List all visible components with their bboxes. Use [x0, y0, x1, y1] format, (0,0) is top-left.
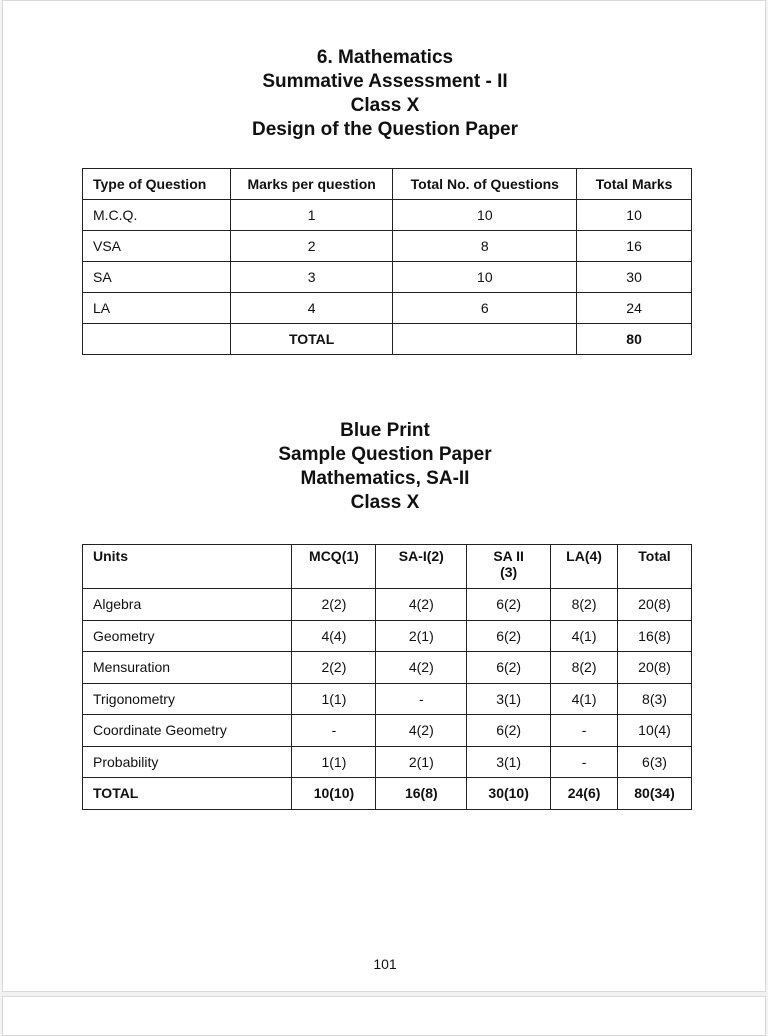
table-total-row	[83, 778, 692, 810]
table-cell: 2(1)	[376, 746, 467, 778]
table-cell: 10(10)	[292, 778, 376, 810]
table-cell: TOTAL	[83, 778, 292, 810]
table-cell: 3(1)	[467, 746, 551, 778]
assessment-heading: Summative Assessment - II	[262, 71, 508, 92]
table-cell: 16(8)	[618, 620, 692, 652]
table-cell: 4(2)	[376, 652, 467, 684]
table-row	[83, 620, 692, 652]
table-cell: VSA	[83, 231, 231, 262]
paper-design-title	[3, 46, 767, 142]
column-header	[467, 545, 551, 589]
table-cell: Probability	[83, 746, 292, 778]
table-row	[83, 200, 692, 231]
sample-paper-heading: Sample Question Paper	[278, 444, 492, 465]
design-heading: Design of the Question Paper	[251, 119, 519, 140]
table-cell: 2(2)	[292, 589, 376, 621]
table-cell: Trigonometry	[83, 683, 292, 715]
table-cell: Coordinate Geometry	[83, 715, 292, 747]
table-header-row	[83, 169, 692, 200]
table-row	[83, 746, 692, 778]
class-heading: Class X	[350, 492, 420, 513]
table-cell: 24(6)	[551, 778, 618, 810]
column-header: MCQ(1)	[292, 545, 376, 589]
table-row	[83, 683, 692, 715]
table-cell: -	[292, 715, 376, 747]
table-row	[83, 715, 692, 747]
table-cell: 6	[393, 293, 577, 324]
table-cell: 3	[230, 262, 393, 293]
table-cell: -	[551, 746, 618, 778]
column-header-line: (3)	[500, 564, 518, 580]
subject-heading: Mathematics, SA-II	[300, 468, 470, 489]
total-label: TOTAL	[230, 324, 393, 355]
table-cell: 1(1)	[292, 683, 376, 715]
table-cell: 8	[393, 231, 577, 262]
column-header-line: SA II	[493, 548, 524, 564]
table-row	[83, 231, 692, 262]
table-cell: 8(2)	[551, 652, 618, 684]
table-cell: Geometry	[83, 620, 292, 652]
table-cell: -	[551, 715, 618, 747]
column-header: Type of Question	[83, 169, 231, 200]
blue-print-table	[82, 544, 692, 810]
table-header-row	[83, 545, 692, 589]
table-cell: 6(3)	[618, 746, 692, 778]
table-cell: 8(3)	[618, 683, 692, 715]
table-row	[83, 293, 692, 324]
total-marks: 80	[577, 324, 692, 355]
table-row	[83, 652, 692, 684]
table-row	[83, 262, 692, 293]
table-total-row	[83, 324, 692, 355]
table-cell: 80(34)	[618, 778, 692, 810]
table-cell: 6(2)	[467, 620, 551, 652]
table-cell: 10	[577, 200, 692, 231]
table-cell: 2	[230, 231, 393, 262]
table-cell: 6(2)	[467, 589, 551, 621]
blue-print-heading: Blue Print	[340, 420, 430, 441]
blue-print-title	[3, 419, 767, 515]
table-cell: 3(1)	[467, 683, 551, 715]
table-cell: 4(4)	[292, 620, 376, 652]
column-header: Total Marks	[577, 169, 692, 200]
page-number: 101	[373, 956, 397, 972]
column-header: SA-I(2)	[376, 545, 467, 589]
table-row	[83, 589, 692, 621]
table-cell: 2(2)	[292, 652, 376, 684]
table-cell: 6(2)	[467, 652, 551, 684]
table-cell: Algebra	[83, 589, 292, 621]
table-cell: 10	[393, 262, 577, 293]
table-cell: M.C.Q.	[83, 200, 231, 231]
table-cell: 16	[577, 231, 692, 262]
column-header: Total	[618, 545, 692, 589]
column-header: Marks per question	[230, 169, 393, 200]
table-cell: 30(10)	[467, 778, 551, 810]
next-page	[2, 996, 766, 1036]
table-cell: 24	[577, 293, 692, 324]
table-cell: 4(2)	[376, 715, 467, 747]
table-cell: 4	[230, 293, 393, 324]
table-cell: 2(1)	[376, 620, 467, 652]
table-cell: 4(2)	[376, 589, 467, 621]
table-cell: 16(8)	[376, 778, 467, 810]
table-cell: 6(2)	[467, 715, 551, 747]
table-cell: 4(1)	[551, 620, 618, 652]
subject-heading: 6. Mathematics	[316, 47, 454, 68]
table-cell: 1	[230, 200, 393, 231]
question-design-table	[82, 168, 692, 355]
column-header: Units	[83, 545, 292, 589]
table-cell	[393, 324, 577, 355]
table-cell: LA	[83, 293, 231, 324]
table-cell: 4(1)	[551, 683, 618, 715]
table-cell: 10(4)	[618, 715, 692, 747]
table-cell: SA	[83, 262, 231, 293]
class-heading: Class X	[350, 95, 420, 116]
table-cell: 1(1)	[292, 746, 376, 778]
table-cell: 8(2)	[551, 589, 618, 621]
table-cell	[83, 324, 231, 355]
table-cell: 10	[393, 200, 577, 231]
column-header: LA(4)	[551, 545, 618, 589]
table-cell: 20(8)	[618, 589, 692, 621]
document-page	[2, 0, 766, 992]
table-cell: -	[376, 683, 467, 715]
table-cell: 20(8)	[618, 652, 692, 684]
table-cell: 30	[577, 262, 692, 293]
column-header: Total No. of Questions	[393, 169, 577, 200]
table-cell: Mensuration	[83, 652, 292, 684]
